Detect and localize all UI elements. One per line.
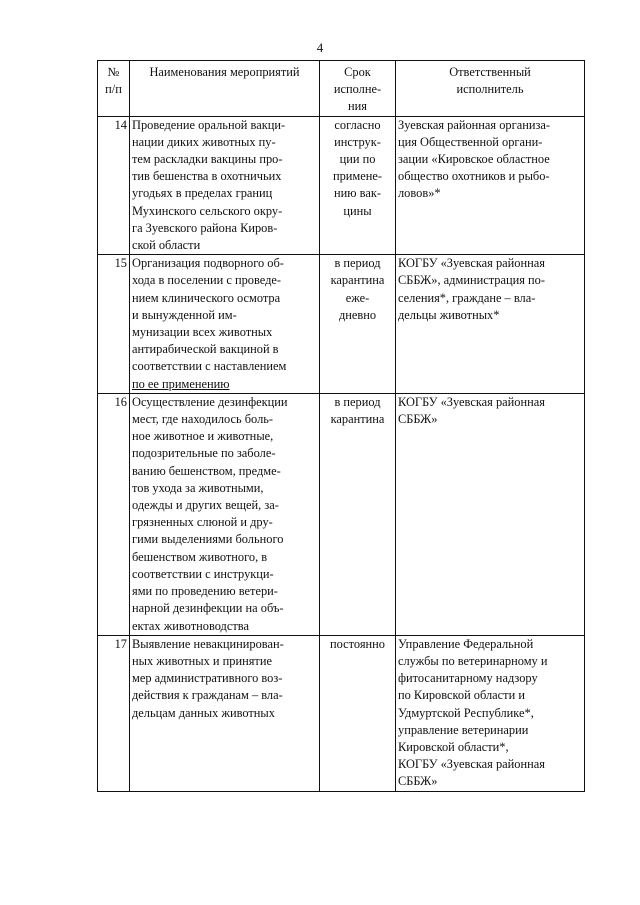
row-activity — [130, 635, 320, 791]
responsible-line: КОГБУ «Зуевская районная — [398, 256, 545, 271]
row-activity — [130, 116, 320, 255]
header-term-line: ния — [348, 99, 367, 114]
activity-line: нарной дезинфекции на объ- — [132, 601, 284, 616]
activity-line: ектах животноводства — [132, 618, 249, 633]
deadline-line: еже- — [345, 290, 370, 305]
activity-line: соответствии с инструкци- — [132, 566, 274, 581]
activity-line: дельцам данных животных — [132, 705, 275, 720]
header-resp — [396, 61, 585, 117]
responsible-line: ловов»* — [398, 186, 441, 201]
header-num — [98, 61, 130, 117]
table-row — [98, 116, 585, 255]
header-term — [320, 61, 396, 117]
deadline-line: нию вак- — [334, 186, 381, 201]
deadline-line: в период — [334, 256, 381, 271]
table-row — [98, 635, 585, 791]
activity-line: тив бешенства в охотничьих — [132, 169, 282, 184]
header-name — [130, 61, 320, 117]
activity-line: мест, где находилось боль- — [132, 412, 274, 427]
row-responsible — [396, 635, 585, 791]
responsible-line: селения*, граждане – вла- — [398, 290, 536, 305]
header-name-line: Наименования мероприятий — [149, 65, 300, 79]
activity-line: Выявление невакцинирован- — [132, 636, 284, 651]
header-term-line: Срок — [344, 65, 371, 79]
responsible-line: зации «Кировское областное — [398, 152, 550, 167]
table-row — [98, 255, 585, 394]
row-activity — [130, 255, 320, 394]
measures-table — [97, 60, 585, 792]
deadline-line: цины — [343, 203, 372, 218]
responsible-line: Удмуртской Республике*, — [398, 705, 534, 720]
row-responsible — [396, 393, 585, 635]
header-num-line: № — [107, 65, 120, 79]
activity-line: ями по проведению ветери- — [132, 584, 278, 599]
activity-line: ных животных и принятие — [132, 653, 272, 668]
row-responsible — [396, 116, 585, 255]
row-number: 14 — [98, 116, 130, 255]
activity-line: Мухинского сельского окру- — [132, 203, 283, 218]
activity-line: угодьях в пределах границ — [132, 186, 273, 201]
deadline-line: согласно — [334, 117, 381, 132]
deadline-line: постоянно — [329, 636, 385, 651]
row-activity — [130, 393, 320, 635]
responsible-line: фитосанитарному надзору — [398, 671, 538, 686]
activity-line: мер административного воз- — [132, 671, 283, 686]
row-number: 16 — [98, 393, 130, 635]
activity-line: и вынужденной им- — [132, 307, 237, 322]
activity-line: одежды и других вещей, за- — [132, 498, 279, 513]
table-header-row — [98, 61, 585, 117]
activity-line: по ее применению — [132, 376, 230, 391]
deadline-line: карантина — [330, 412, 385, 427]
activity-line: грязненных слюной и дру- — [132, 515, 273, 530]
activity-line: действия к гражданам – вла- — [132, 688, 283, 703]
responsible-line: СББЖ» — [398, 774, 438, 789]
row-number: 15 — [98, 255, 130, 394]
deadline-line: дневно — [338, 307, 377, 322]
responsible-line: дельцы животных* — [398, 307, 500, 322]
responsible-line: службы по ветеринарному и — [398, 653, 548, 668]
header-resp-line: Ответственный — [449, 65, 531, 79]
responsible-line: Кировской области*, — [398, 739, 509, 754]
activity-line: подозрительные по заболе- — [132, 446, 276, 461]
activity-line: Осуществление дезинфекции — [132, 394, 288, 409]
activity-line: тов ухода за животными, — [132, 480, 264, 495]
responsible-line: СББЖ», администрация по- — [398, 273, 545, 288]
activity-line: нием клинического осмотра — [132, 290, 281, 305]
responsible-line: Управление Федеральной — [398, 636, 534, 651]
responsible-line: по Кировской области и — [398, 688, 525, 703]
header-num-line: п/п — [105, 82, 122, 97]
activity-line: гими выделениями больного — [132, 532, 284, 547]
row-deadline — [320, 116, 396, 255]
table-row — [98, 393, 585, 635]
responsible-line: Зуевская районная организа- — [398, 117, 550, 132]
activity-line: Организация подворного об- — [132, 256, 284, 271]
header-resp-line: исполнитель — [456, 82, 524, 97]
responsible-line: СББЖ» — [398, 412, 438, 427]
row-deadline — [320, 255, 396, 394]
row-deadline — [320, 635, 396, 791]
activity-line: ванию бешенством, предме- — [132, 463, 281, 478]
header-term-line: исполне- — [333, 82, 382, 97]
deadline-line: в период — [334, 394, 381, 409]
activity-line: Проведение оральной вакци- — [132, 117, 286, 132]
activity-line: антирабической вакциной в — [132, 342, 279, 357]
activity-line: хода в поселении с проведе- — [132, 273, 282, 288]
responsible-line: общество охотников и рыбо- — [398, 169, 550, 184]
activity-line: ской области — [132, 238, 201, 253]
row-deadline — [320, 393, 396, 635]
page-number: 4 — [316, 40, 324, 55]
responsible-line: КОГБУ «Зуевская районная — [398, 394, 545, 409]
activity-line: га Зуевского района Киров- — [132, 220, 278, 235]
activity-line: соответствии с наставлением — [132, 359, 287, 374]
activity-line: бешенством животного, в — [132, 549, 268, 564]
deadline-line: ции по — [339, 152, 376, 167]
deadline-line: инструк- — [334, 134, 381, 149]
activity-line: ное животное и животные, — [132, 429, 274, 444]
responsible-line: КОГБУ «Зуевская районная — [398, 757, 545, 772]
activity-line: мунизации всех животных — [132, 325, 273, 340]
activity-line: нации диких животных пу- — [132, 134, 276, 149]
row-number: 17 — [98, 635, 130, 791]
responsible-line: управление ветеринарии — [398, 722, 529, 737]
activity-line: тем раскладки вакцины про- — [132, 152, 283, 167]
responsible-line: ция Общественной органи- — [398, 134, 543, 149]
row-responsible — [396, 255, 585, 394]
deadline-line: карантина — [330, 273, 385, 288]
deadline-line: примене- — [332, 169, 383, 184]
